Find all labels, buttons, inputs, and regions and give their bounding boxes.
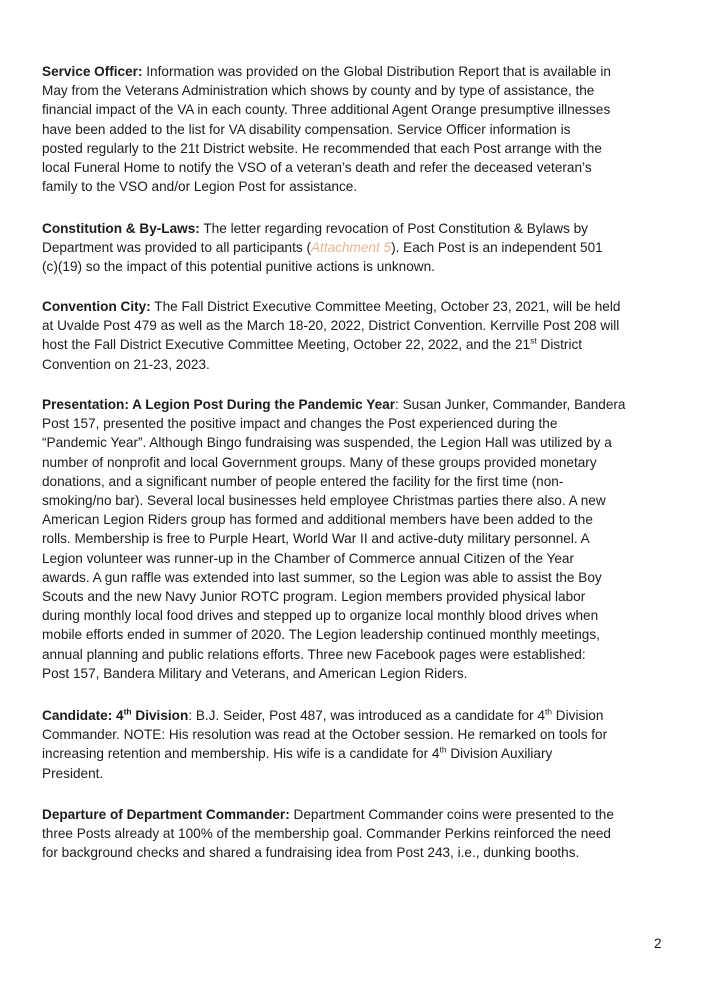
- departure-line: for background checks and shared a fundraising idea from Post 243, i.e., dunking booths.: [42, 845, 580, 861]
- ordinal-suffix: th: [544, 706, 553, 717]
- convention-city-line: The Fall District Executive Committee Meeting, October 23, 2021, will be held: [154, 299, 621, 314]
- departure-line: three Posts already at 100% of the membership goal. Commander Perkins reinforced the need: [42, 826, 611, 842]
- presentation-line: rolls. Membership is free to Purple Heart, World War II and active-duty military personnel. A: [42, 531, 590, 547]
- ordinal-suffix: st: [530, 335, 537, 346]
- candidate-line: Commander. NOTE: His resolution was read at the October session. He remarked on tools for: [42, 727, 608, 743]
- ordinal-suffix: th: [439, 744, 447, 755]
- convention-city-heading: Convention City:: [42, 299, 151, 314]
- service-officer-line: local Funeral Home to notify the VSO of a veteran’s death and refer the deceased veteran’s: [42, 160, 592, 176]
- convention-city-line: Convention on 21-23, 2023.: [42, 356, 210, 372]
- service-officer-section: [42, 62, 672, 196]
- service-officer-line: family to the VSO and/or Legion Post for assistance.: [42, 179, 358, 195]
- candidate-line: Division Auxiliary: [446, 746, 553, 762]
- service-officer-line: Information was provided on the Global Distribution Report that is available in: [146, 64, 611, 79]
- service-officer-line: May from the Veterans Administration which shows by county and by type of assistance, the: [42, 83, 595, 99]
- candidate-heading-text: Division: [131, 708, 189, 723]
- constitution-line: (c)(19) so the impact of this potential punitive actions is unknown.: [42, 259, 435, 275]
- candidate-heading-text: Candidate: 4: [42, 708, 124, 723]
- service-officer-line: have been added to the list for VA disability compensation. Service Officer information is: [42, 121, 571, 137]
- candidate-line: Division: [552, 708, 604, 723]
- constitution-heading: Constitution & By-Laws:: [42, 221, 200, 236]
- constitution-line: The letter regarding revocation of Post Constitution & Bylaws by: [203, 221, 588, 236]
- attachment-5-link[interactable]: Attachment 5: [310, 240, 392, 256]
- constitution-section: [42, 219, 672, 277]
- service-officer-heading: Service Officer:: [42, 64, 143, 79]
- candidate-line: : B.J. Seider, Post 487, was introduced as a candidate for 4: [188, 708, 545, 723]
- departure-line: Department Commander coins were presented to the: [293, 807, 614, 822]
- service-officer-line: posted regularly to the 21t District website. He recommended that each Post arrange with the: [42, 140, 602, 156]
- convention-city-line: District: [536, 337, 583, 353]
- presentation-line: “Pandemic Year”. Although Bingo fundraising was suspended, the Legion Hall was utilized by a: [42, 435, 612, 451]
- presentation-line: during monthly local food drives and stepped up to organize local monthly blood drives when: [42, 608, 599, 624]
- presentation-line: American Legion Riders group has formed and additional members have been added to the: [42, 512, 593, 528]
- presentation-section: [42, 395, 672, 683]
- departure-heading: Departure of Department Commander:: [42, 807, 290, 822]
- constitution-line: Department was provided to all participants (: [42, 240, 311, 256]
- candidate-section: [42, 706, 672, 783]
- constitution-line: ). Each Post is an independent 501: [391, 240, 603, 256]
- candidate-heading: [42, 708, 188, 723]
- convention-city-section: [42, 297, 672, 374]
- presentation-line: Legion volunteer was runner-up in the Chamber of Commerce annual Citizen of the Year: [42, 550, 574, 566]
- presentation-line: mobile efforts ended in summer of 2020. The Legion leadership continued monthly meetings,: [42, 627, 600, 643]
- presentation-line: awards. A gun raffle was extended into last summer, so the Legion was able to assist the Boy: [42, 569, 602, 585]
- presentation-heading: Presentation: A Legion Post During the Pandemic Year: [42, 397, 396, 412]
- candidate-line: increasing retention and membership. His wife is a candidate for 4: [42, 746, 440, 762]
- departure-section: [42, 805, 672, 863]
- presentation-line: Post 157, presented the positive impact and changes the Post experienced during the: [42, 416, 558, 432]
- convention-city-line: host the Fall District Executive Committee Meeting, October 22, 2022, and the 21: [42, 337, 531, 353]
- convention-city-line: at Uvalde Post 479 as well as the March 18-20, 2022, District Convention. Kerrville Post 208 will: [42, 318, 620, 334]
- presentation-line: Scouts and the new Navy Junior ROTC program. Legion members provided physical labor: [42, 589, 586, 605]
- presentation-line: Post 157, Bandera Military and Veterans, and American Legion Riders.: [42, 665, 468, 681]
- page-number: 2: [654, 936, 662, 951]
- service-officer-line: financial impact of the VA in each county. Three additional Agent Orange presumptive illnesses: [42, 102, 611, 118]
- presentation-line: : Susan Junker, Commander, Bandera: [395, 397, 626, 412]
- ordinal-suffix: th: [123, 706, 132, 717]
- presentation-line: donations, and a significant number of people entered the facility for the first time (non-: [42, 473, 564, 489]
- candidate-line: President.: [42, 765, 104, 781]
- presentation-line: smoking/no bar). Several local businesses held employee Christmas parties there also. A new: [42, 493, 606, 509]
- presentation-line: number of nonprofit and local Government groups. Many of these groups provided monetary: [42, 454, 597, 470]
- presentation-line: annual planning and public relations efforts. Three new Facebook pages were established:: [42, 646, 586, 662]
